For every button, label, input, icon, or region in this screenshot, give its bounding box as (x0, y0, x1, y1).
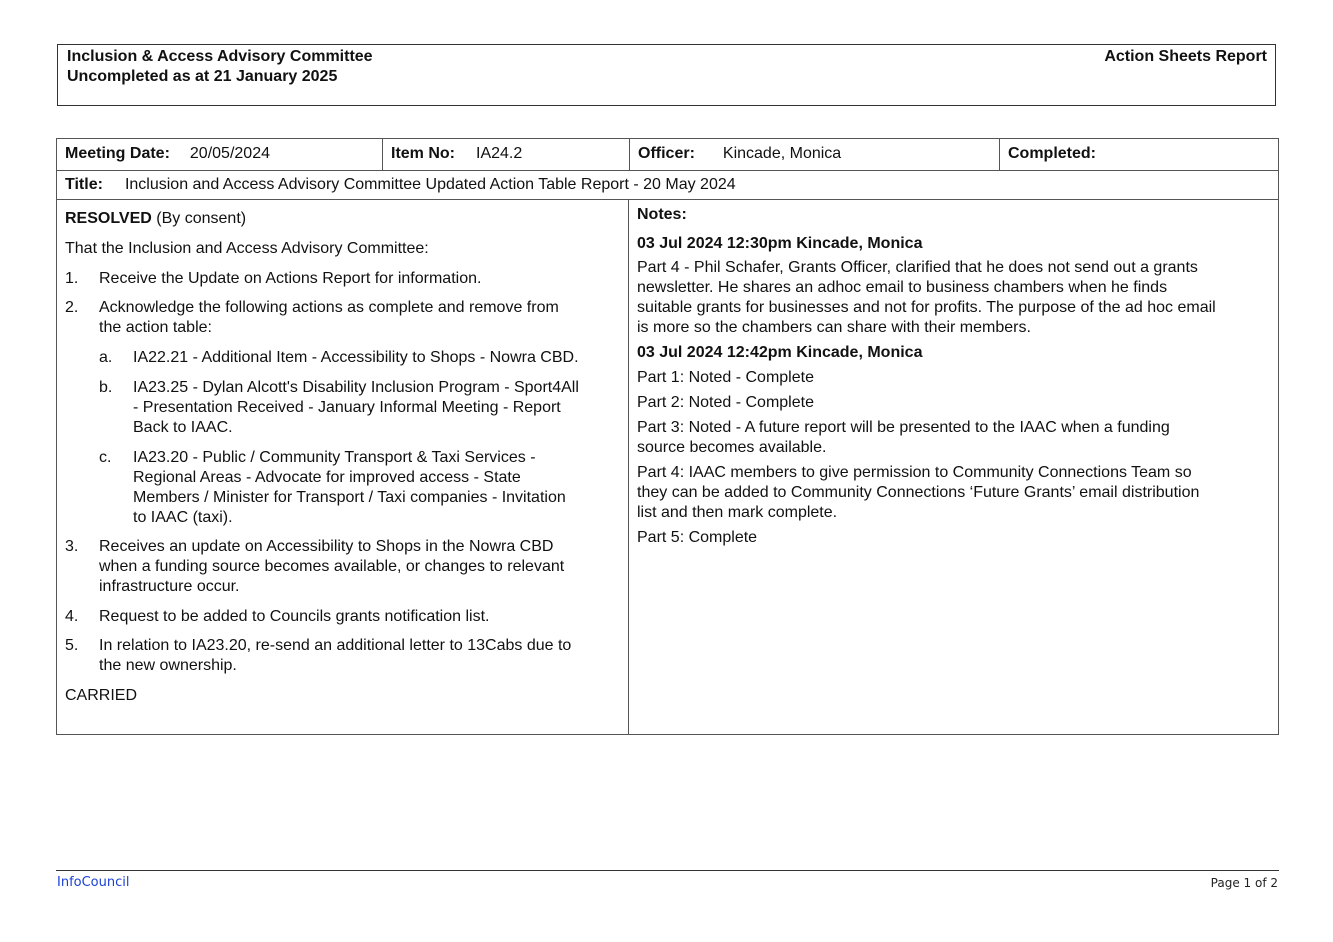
note-line: Part 5: Complete (637, 529, 758, 546)
title-row (57, 170, 1278, 200)
meeting-date-cell (57, 139, 382, 170)
list-item-line: infrastructure occur. (99, 578, 240, 595)
note-line: Part 2: Noted - Complete (637, 394, 814, 411)
officer-label: Officer: (638, 145, 695, 162)
note-paragraph (637, 258, 1216, 338)
note-heading: 03 Jul 2024 12:30pm Kincade, Monica (637, 235, 923, 252)
completed-label: Completed: (1008, 145, 1096, 162)
note-line: Part 1: Noted - Complete (637, 369, 814, 386)
list-item-line: when a funding source becomes available, or changes to relevant (99, 558, 565, 575)
list-item-line: Members / Minister for Transport / Taxi companies - Invitation (133, 489, 566, 506)
sub-list-item (133, 378, 579, 438)
officer-cell (629, 139, 999, 170)
note-line: Part 4: IAAC members to give permission to Community Connections Team so (637, 464, 1192, 481)
meeting-date-value: 20/05/2024 (189, 145, 270, 162)
list-item-line: In relation to IA23.20, re-send an additional letter to 13Cabs due to (99, 637, 572, 654)
note-line: Part 4 - Phil Schafer, Grants Officer, clarified that he does not send out a grants (637, 259, 1198, 276)
action-sheet-table (56, 138, 1279, 735)
resolved-label: RESOLVED (65, 210, 152, 227)
list-item-line: the new ownership. (99, 657, 237, 674)
meeting-date-label: Meeting Date: (65, 145, 170, 162)
completed-cell (999, 139, 1278, 170)
list-item-line: Receive the Update on Actions Report for information. (99, 270, 482, 287)
notes-column (629, 200, 1278, 734)
item-number: 4. (65, 608, 79, 625)
list-item (99, 298, 559, 338)
note-line: newsletter. He shares an adhoc email to business chambers when he finds (637, 279, 1168, 296)
item-no-cell (382, 139, 629, 170)
note-line: suitable grants for businesses and not for profits. The purpose of the ad hoc email (637, 299, 1216, 316)
list-item (99, 269, 481, 289)
title-label: Title: (65, 176, 103, 193)
meta-row (57, 139, 1278, 171)
list-item (99, 537, 564, 597)
note-paragraph (637, 368, 814, 388)
consent-text: (By consent) (151, 210, 247, 227)
subitem-letter: a. (99, 349, 113, 366)
resolution-intro: That the Inclusion and Access Advisory Committee: (65, 240, 429, 257)
list-item-line: - Presentation Received - January Informal Meeting - Report (133, 399, 561, 416)
item-number: 5. (65, 637, 79, 654)
subitem-letter: c. (99, 449, 112, 466)
infocouncil-brand: InfoCouncil (57, 875, 130, 890)
item-no-label: Item No: (391, 145, 455, 162)
subitem-letter: b. (99, 379, 113, 396)
report-status: Uncompleted as at 21 January 2025 (67, 68, 338, 85)
note-line: list and then mark complete. (637, 504, 838, 521)
note-paragraph (637, 463, 1199, 523)
report-type: Action Sheets Report (1104, 48, 1267, 65)
item-number: 3. (65, 538, 79, 555)
note-paragraph (637, 393, 814, 413)
note-paragraph (637, 418, 1170, 458)
note-line: source becomes available. (637, 439, 827, 456)
report-header (57, 44, 1276, 106)
list-item-line: IA23.20 - Public / Community Transport & Taxi Services - (133, 449, 536, 466)
resolution-column (57, 200, 629, 734)
item-no-value: IA24.2 (476, 145, 523, 162)
list-item-line: the action table: (99, 319, 212, 336)
list-item-line: IA22.21 - Additional Item - Accessibility to Shops - Nowra CBD. (133, 349, 579, 366)
footer-divider (56, 870, 1279, 871)
committee-name: Inclusion & Access Advisory Committee (67, 48, 373, 65)
note-heading: 03 Jul 2024 12:42pm Kincade, Monica (637, 344, 923, 361)
list-item-line: IA23.25 - Dylan Alcott's Disability Inclusion Program - Sport4All (133, 379, 579, 396)
list-item-line: Receives an update on Accessibility to Shops in the Nowra CBD (99, 538, 554, 555)
item-number: 1. (65, 270, 79, 287)
list-item-line: Request to be added to Councils grants notification list. (99, 608, 490, 625)
sub-list-item (133, 348, 579, 368)
note-line: they can be added to Community Connections ‘Future Grants’ email distribution (637, 484, 1200, 501)
officer-value: Kincade, Monica (722, 145, 842, 162)
note-paragraph (637, 528, 757, 548)
list-item-line: to IAAC (taxi). (133, 509, 233, 526)
resolution-heading (65, 209, 246, 229)
page-number: Page 1 of 2 (1210, 876, 1278, 890)
sub-list-item (133, 448, 566, 528)
carried-label: CARRIED (65, 687, 138, 704)
list-item (99, 607, 489, 627)
list-item-line: Back to IAAC. (133, 419, 233, 436)
list-item-line: Regional Areas - Advocate for improved access - State (133, 469, 521, 486)
title-value: Inclusion and Access Advisory Committee Updated Action Table Report - 20 May 2024 (124, 176, 736, 193)
list-item (99, 636, 571, 676)
note-line: Part 3: Noted - A future report will be presented to the IAAC when a funding (637, 419, 1170, 436)
note-line: is more so the chambers can share with their members. (637, 319, 1031, 336)
notes-label: Notes: (637, 206, 687, 223)
item-number: 2. (65, 299, 79, 316)
list-item-line: Acknowledge the following actions as complete and remove from (99, 299, 559, 316)
